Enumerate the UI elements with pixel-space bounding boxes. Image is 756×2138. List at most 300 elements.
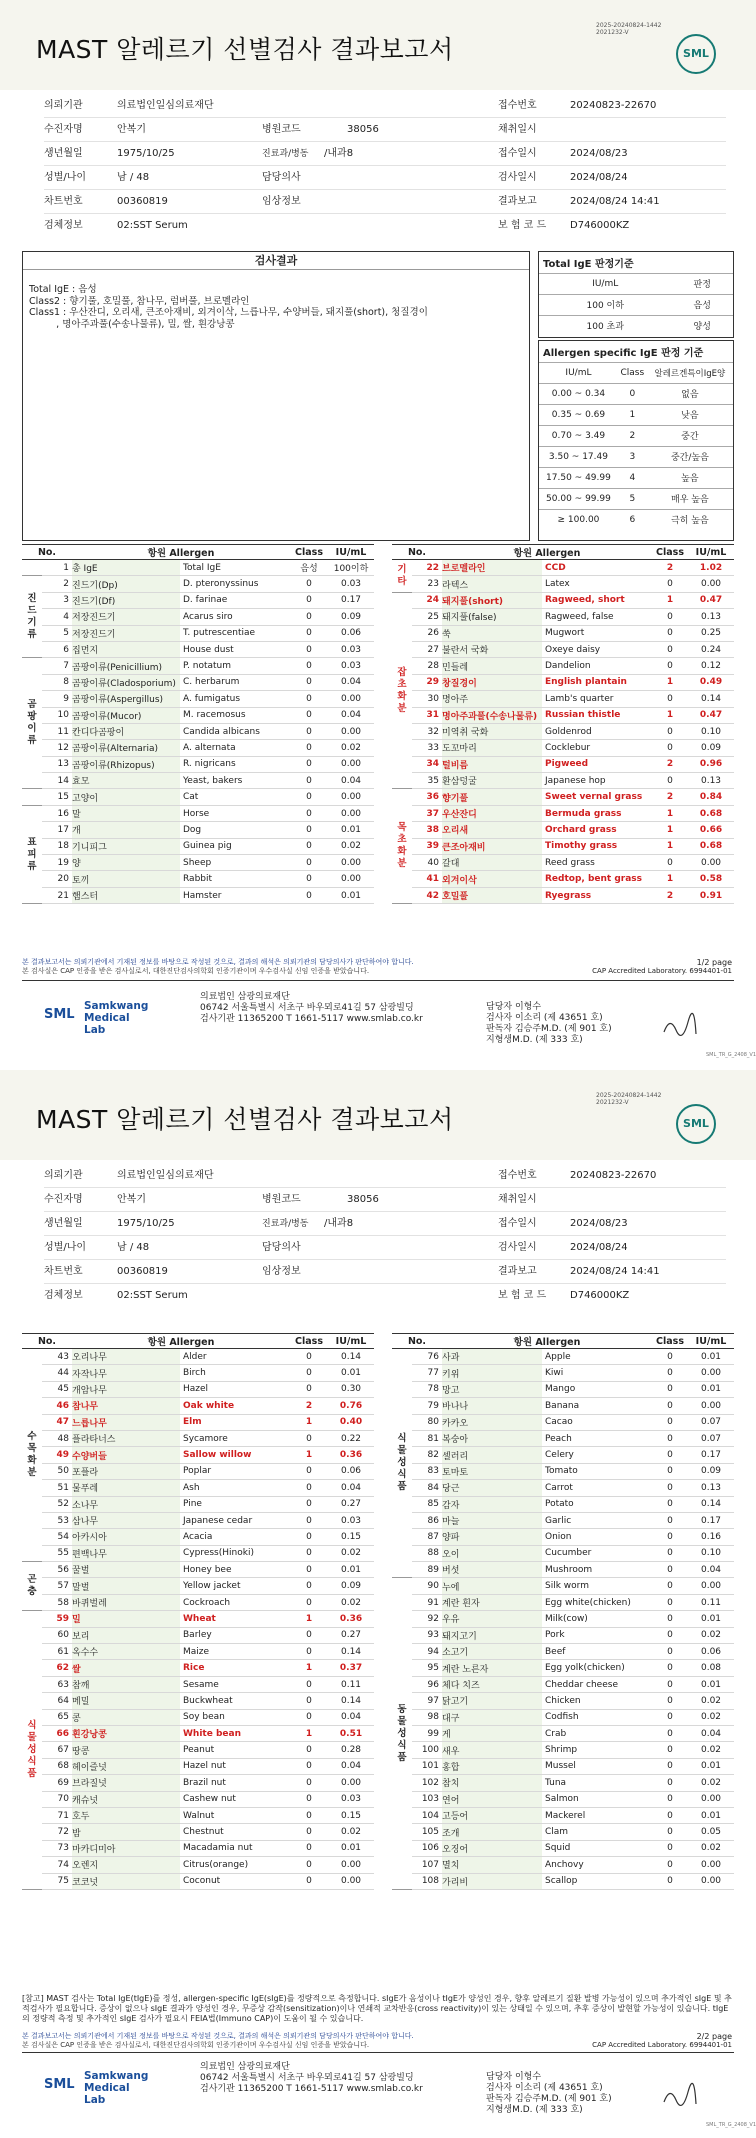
allergen-class: 0	[290, 887, 328, 903]
logo-line: Medical Lab	[84, 2082, 130, 2106]
allergen-korean: 포플라	[72, 1463, 180, 1479]
allergen-korean: 대구	[442, 1709, 542, 1725]
label: 차트번호	[44, 1266, 83, 1277]
table-row	[392, 740, 734, 756]
row-number: 96	[412, 1676, 442, 1692]
footer-signatures	[486, 1002, 612, 1046]
group-label: 곤 충	[22, 1562, 42, 1611]
label: 접수일시	[498, 1218, 537, 1229]
table-row	[22, 1430, 374, 1446]
allergen-class: 0	[290, 576, 328, 592]
patient-info	[0, 100, 756, 250]
criteria-cell: 3.50 ~ 17.49	[539, 446, 618, 467]
allergen-iu: 0.11	[688, 1594, 734, 1610]
allergen-english: Silk worm	[542, 1578, 652, 1594]
row-number: 3	[42, 592, 72, 608]
allergen-iu: 0.02	[688, 1840, 734, 1856]
allergen-class: 0	[652, 1660, 688, 1676]
allergen-class: 0	[290, 1365, 328, 1381]
sml-mark-icon: SML	[44, 2077, 75, 2092]
header-allergen: 항원 Allergen	[442, 545, 652, 560]
allergen-korean: 환삼덩굴	[442, 773, 542, 789]
row-number: 83	[412, 1463, 442, 1479]
insurance-value: D746000KZ	[570, 220, 630, 231]
allergen-korean: 저장진드기	[72, 609, 180, 625]
table-row	[392, 805, 734, 821]
row-number: 75	[42, 1873, 72, 1889]
criteria-head: IU/mL	[539, 362, 618, 383]
allergen-english: Sesame	[180, 1676, 290, 1692]
footer-logo	[44, 2067, 154, 2106]
footer-divider	[22, 980, 734, 981]
allergen-korean: 개	[72, 822, 180, 838]
table-row	[392, 1594, 734, 1610]
allergen-english: Japanese hop	[542, 773, 652, 789]
allergen-class: 0	[290, 1709, 328, 1725]
table-row	[22, 838, 374, 854]
sign-line: 지형생M.D. (제 333 호)	[486, 1035, 583, 1045]
table-row	[392, 1758, 734, 1774]
allergen-korean: 복숭아	[442, 1430, 542, 1446]
table-row	[392, 1414, 734, 1430]
criteria-cell: 없음	[647, 383, 733, 404]
row-number: 55	[42, 1545, 72, 1561]
table-row	[392, 1824, 734, 1840]
divider	[44, 165, 726, 166]
table-row	[392, 1430, 734, 1446]
allergen-english: A. alternata	[180, 740, 290, 756]
allergen-english: Brazil nut	[180, 1775, 290, 1791]
row-number: 33	[412, 740, 442, 756]
allergen-class: 0	[652, 641, 688, 657]
allergen-english: Latex	[542, 576, 652, 592]
allergen-korean: 아카시아	[72, 1529, 180, 1545]
allergen-korean: 오이	[442, 1545, 542, 1561]
table-row	[22, 1529, 374, 1545]
table-row	[22, 1562, 374, 1578]
table-row	[392, 1676, 734, 1692]
row-number: 39	[412, 838, 442, 854]
allergen-class: 0	[290, 625, 328, 641]
allergen-class: 0	[652, 658, 688, 674]
allergen-iu: 0.02	[688, 1693, 734, 1709]
allergen-class: 0	[652, 1840, 688, 1856]
page-number	[592, 2032, 732, 2050]
row-number: 72	[42, 1824, 72, 1840]
label: 의뢰기관	[44, 100, 83, 111]
table-row	[392, 887, 734, 903]
row-number: 30	[412, 691, 442, 707]
allergen-class: 0	[652, 1791, 688, 1807]
allergen-english: Cat	[180, 789, 290, 805]
label: 수진자명	[44, 124, 83, 135]
allergen-table-right	[392, 544, 734, 904]
sign-line: 담당자 이형수	[486, 1002, 542, 1012]
allergen-iu: 0.22	[328, 1430, 374, 1446]
allergen-english: Celery	[542, 1447, 652, 1463]
allergen-iu: 0.02	[688, 1709, 734, 1725]
allergen-english: Birch	[180, 1365, 290, 1381]
table-row	[22, 560, 374, 576]
document-id	[596, 22, 661, 36]
allergen-korean: 햄스터	[72, 887, 180, 903]
allergen-korean: 라텍스	[442, 576, 542, 592]
allergen-iu: 0.00	[328, 723, 374, 739]
cap-label: CAP Accredited Laboratory. 6994401-01	[592, 2041, 732, 2049]
row-number: 101	[412, 1758, 442, 1774]
doc-code: 2021232-V	[596, 1099, 629, 1106]
allergen-english: Oak white	[180, 1398, 290, 1414]
table-row	[22, 1611, 374, 1627]
row-number: 26	[412, 625, 442, 641]
allergen-korean: 우산잔디	[442, 805, 542, 821]
document-id	[596, 1092, 661, 1106]
allergen-class: 1	[652, 871, 688, 887]
allergen-english: Acarus siro	[180, 609, 290, 625]
header-iu: IU/mL	[688, 1334, 734, 1349]
allergen-english: Carrot	[542, 1480, 652, 1496]
reference-note: [참고] MAST 검사는 Total IgE(tIgE)를 정성, allergen-specific IgE(sIgE)를 정량적으로 측정합니다. sIgE가 음성이나 tIgE가 양성인 경우, 향후 알레르기 질환 발병 가능성이 있으며 추가적인 sIgE 및 추적검사가 필요합니다. 증상이 없으나 sIgE 결과가 양성인 경우, 무증상 감작(sensitization)이나 연쇄적 교차반응(cross reactivity)이 있는 상태일 수 있으며, 추후 증상이 발현할 가능성이 있습니다. tIgE의 정량적 측정 및 추가적인 sIgE 검사가 필요시 FEIA법(Immuno CAP)이 도움이 될 수 있습니다.	[22, 1994, 732, 2023]
row-number: 42	[412, 887, 442, 903]
allergen-class: 0	[652, 1676, 688, 1692]
allergen-english: Russian thistle	[542, 707, 652, 723]
table-row	[22, 1381, 374, 1397]
hospcode-value: 38056	[347, 124, 379, 135]
row-number: 79	[412, 1398, 442, 1414]
result-box	[22, 251, 530, 541]
group-label	[22, 560, 42, 576]
row-number: 27	[412, 641, 442, 657]
allergen-korean: 진드기(Df)	[72, 592, 180, 608]
notice	[22, 958, 414, 976]
label: 검사일시	[498, 1242, 537, 1253]
table-row	[392, 1660, 734, 1676]
logo-name	[84, 1000, 154, 1036]
allergen-english: Cucumber	[542, 1545, 652, 1561]
allergen-class: 1	[652, 822, 688, 838]
allergen-korean: 양파	[442, 1529, 542, 1545]
allergen-iu: 0.04	[688, 1562, 734, 1578]
row-number: 97	[412, 1693, 442, 1709]
table-row	[392, 691, 734, 707]
allergen-iu: 0.03	[328, 641, 374, 657]
row-number: 19	[42, 855, 72, 871]
criteria-cell: 1	[618, 404, 647, 425]
allergen-korean: 닭고기	[442, 1693, 542, 1709]
allergen-korean: 양	[72, 855, 180, 871]
row-number: 45	[42, 1381, 72, 1397]
table-row	[392, 1398, 734, 1414]
allergen-korean: 창질경이	[442, 674, 542, 690]
table-row	[22, 1512, 374, 1528]
criteria-cell: 6	[629, 514, 636, 525]
allergen-iu: 0.49	[688, 674, 734, 690]
table-row	[22, 576, 374, 592]
sexage-value: 남 / 48	[117, 1242, 150, 1253]
allergen-class: 0	[652, 1480, 688, 1496]
allergen-iu: 0.01	[688, 1381, 734, 1397]
allergen-iu: 0.13	[688, 773, 734, 789]
allergen-english: Lamb's quarter	[542, 691, 652, 707]
logo-line: Samkwang	[84, 1000, 149, 1012]
criteria-cell: 17.50 ~ 49.99	[539, 467, 618, 488]
allergen-english: T. putrescentiae	[180, 625, 290, 641]
criteria-title: Total IgE 판정기준	[539, 252, 733, 273]
allergen-korean: 체다 치즈	[442, 1676, 542, 1692]
allergen-class: 0	[652, 1381, 688, 1397]
notice-line: 본 검사실은 CAP 인증을 받은 검사실로서, 대한진단검사의학회 인증기관이며 우수검사실 신임 인증을 받았습니다.	[22, 2041, 370, 2049]
allergen-english: Tuna	[542, 1775, 652, 1791]
row-number: 6	[42, 641, 72, 657]
allergen-class: 0	[290, 1349, 328, 1365]
chart-value: 00360819	[117, 1266, 168, 1277]
allergen-english: Cockroach	[180, 1594, 290, 1610]
criteria-head: 알레르겐특이IgE양	[647, 362, 733, 383]
receipt-value: 20240823-22670	[570, 100, 657, 111]
allergen-korean: 기니피그	[72, 838, 180, 854]
group-label: 표 피 류	[22, 805, 42, 903]
table-row	[392, 1775, 734, 1791]
header-class: Class	[290, 1334, 328, 1349]
allergen-iu: 0.00	[328, 871, 374, 887]
table-row	[22, 1857, 374, 1873]
row-number: 70	[42, 1791, 72, 1807]
allergen-english: Redtop, bent grass	[542, 871, 652, 887]
table-row	[22, 625, 374, 641]
allergen-class: 음성	[290, 560, 328, 576]
label: 보 험 코 드	[498, 1290, 547, 1301]
table-row	[22, 707, 374, 723]
allergen-iu: 0.00	[328, 855, 374, 871]
row-number: 7	[42, 658, 72, 674]
allergen-iu: 0.02	[328, 740, 374, 756]
allergen-english: Ragweed, false	[542, 609, 652, 625]
table-row	[22, 723, 374, 739]
report-title: MAST 알레르기 선별검사 결과보고서	[36, 1105, 454, 1134]
allergen-class: 0	[290, 658, 328, 674]
row-number: 71	[42, 1807, 72, 1823]
allergen-class: 0	[290, 1496, 328, 1512]
label: 채취일시	[498, 124, 537, 135]
allergen-class: 0	[290, 1676, 328, 1692]
table-row	[392, 1725, 734, 1741]
allergen-class: 1	[652, 592, 688, 608]
table-row	[392, 641, 734, 657]
allergen-english: Cacao	[542, 1414, 652, 1430]
specimen-value: 02:SST Serum	[117, 1290, 188, 1301]
allergen-class: 0	[652, 1857, 688, 1873]
allergen-iu: 0.01	[328, 1365, 374, 1381]
row-number: 77	[412, 1365, 442, 1381]
group-label: 동 물 성 식 품	[392, 1578, 412, 1889]
allergen-korean: 명아주과풀(수송나물류)	[442, 707, 542, 723]
allergen-iu: 0.14	[328, 1349, 374, 1365]
allergen-korean: 브로멜라인	[442, 560, 542, 576]
allergen-korean: 곰팡이류(Mucor)	[72, 707, 180, 723]
allergen-korean: 오징어	[442, 1840, 542, 1856]
allergen-class: 1	[652, 805, 688, 821]
row-number: 103	[412, 1791, 442, 1807]
allergen-english: Mussel	[542, 1758, 652, 1774]
allergen-class: 0	[652, 1463, 688, 1479]
row-number: 41	[412, 871, 442, 887]
allergen-class: 1	[290, 1611, 328, 1627]
allergen-korean: 홍합	[442, 1758, 542, 1774]
allergen-class: 0	[290, 805, 328, 821]
table-row	[22, 1660, 374, 1676]
criteria-cell: 50.00 ~ 99.99	[539, 488, 618, 509]
allergen-class: 0	[652, 1430, 688, 1446]
table-row	[22, 1578, 374, 1594]
allergen-table-left	[22, 544, 374, 904]
allergen-english: Orchard grass	[542, 822, 652, 838]
allergen-korean: 쑥	[442, 625, 542, 641]
allergen-class: 0	[290, 1775, 328, 1791]
allergen-iu: 0.14	[328, 1693, 374, 1709]
allergen-english: Salmon	[542, 1791, 652, 1807]
row-number: 53	[42, 1512, 72, 1528]
allergen-korean: 연어	[442, 1791, 542, 1807]
allergen-class: 0	[652, 1742, 688, 1758]
allergen-korean: 바퀴벌레	[72, 1594, 180, 1610]
label: 성별/나이	[44, 172, 87, 183]
table-row	[392, 1496, 734, 1512]
allergen-korean: 수양버들	[72, 1447, 180, 1463]
allergen-class: 0	[290, 1857, 328, 1873]
allergen-english: Candida albicans	[180, 723, 290, 739]
row-number: 14	[42, 773, 72, 789]
allergen-korean: 오리새	[442, 822, 542, 838]
allergen-english: Shrimp	[542, 1742, 652, 1758]
row-number: 105	[412, 1824, 442, 1840]
allergen-english: Horse	[180, 805, 290, 821]
logo-name	[84, 2070, 154, 2106]
sign-line: 검사자 이소리 (제 43651 호)	[486, 1013, 603, 1023]
label: 담당의사	[262, 1242, 301, 1253]
allergen-english: Codfish	[542, 1709, 652, 1725]
allergen-english: Dog	[180, 822, 290, 838]
row-number: 98	[412, 1709, 442, 1725]
allergen-iu: 0.58	[688, 871, 734, 887]
allergen-class: 0	[290, 1578, 328, 1594]
allergen-class: 0	[290, 1381, 328, 1397]
cap-label: CAP Accredited Laboratory. 6994401-01	[592, 967, 732, 975]
allergen-korean: 조개	[442, 1824, 542, 1840]
row-number: 84	[412, 1480, 442, 1496]
allergen-english: A. fumigatus	[180, 691, 290, 707]
label: 수진자명	[44, 1194, 83, 1205]
allergen-class: 0	[652, 609, 688, 625]
row-number: 20	[42, 871, 72, 887]
header-allergen: 항원 Allergen	[442, 1334, 652, 1349]
row-number: 56	[42, 1562, 72, 1578]
table-row	[392, 723, 734, 739]
allergen-iu: 0.37	[328, 1660, 374, 1676]
allergen-class: 2	[652, 756, 688, 772]
footer-address	[200, 2062, 423, 2095]
allergen-english: Rice	[180, 1660, 290, 1676]
divider	[44, 117, 726, 118]
allergen-english: Chicken	[542, 1693, 652, 1709]
allergen-english: Cashew nut	[180, 1791, 290, 1807]
allergen-iu: 0.02	[328, 1824, 374, 1840]
allergen-iu: 0.02	[328, 1545, 374, 1561]
allergen-english: Dandelion	[542, 658, 652, 674]
table-row	[392, 822, 734, 838]
row-number: 106	[412, 1840, 442, 1856]
row-number: 91	[412, 1594, 442, 1610]
allergen-iu: 0.04	[328, 707, 374, 723]
allergen-iu: 0.36	[328, 1611, 374, 1627]
allergen-english: Pigweed	[542, 756, 652, 772]
receipt-value: 20240823-22670	[570, 1170, 657, 1181]
allergen-class: 0	[290, 592, 328, 608]
allergen-iu: 0.03	[328, 1791, 374, 1807]
testdate-value: 2024/08/24	[570, 1242, 628, 1253]
allergen-iu: 0.12	[688, 658, 734, 674]
sml-logo: SML	[676, 34, 716, 74]
notice-line: 본 결과보고서는 의뢰기관에서 기재된 정보를 바탕으로 작성된 것으로, 결과의 해석은 의뢰기관의 담당의사가 판단하여야 합니다.	[22, 2032, 414, 2040]
table-row	[22, 871, 374, 887]
allergen-english: Sweet vernal grass	[542, 789, 652, 805]
table-row	[22, 1414, 374, 1430]
allergen-korean: 개암나무	[72, 1381, 180, 1397]
allergen-iu: 0.01	[688, 1807, 734, 1823]
footer-divider	[22, 2052, 734, 2053]
table-row	[392, 1709, 734, 1725]
allergen-english: Banana	[542, 1398, 652, 1414]
divider	[44, 1259, 726, 1260]
allergen-korean: 쌀	[72, 1660, 180, 1676]
divider	[44, 189, 726, 190]
allergen-class: 0	[652, 1365, 688, 1381]
allergen-iu: 0.27	[328, 1627, 374, 1643]
header-class: Class	[652, 1334, 688, 1349]
allergen-iu: 0.01	[688, 1349, 734, 1365]
allergen-class: 1	[290, 1660, 328, 1676]
allergen-korean: 마카디미아	[72, 1840, 180, 1856]
table-row	[392, 625, 734, 641]
divider	[44, 1235, 726, 1236]
allergen-english: Chestnut	[180, 1824, 290, 1840]
table-row	[22, 773, 374, 789]
allergen-class: 0	[290, 838, 328, 854]
row-number: 23	[412, 576, 442, 592]
allergen-class: 0	[290, 855, 328, 871]
label: 임상정보	[262, 196, 301, 207]
row-number: 68	[42, 1758, 72, 1774]
allergen-iu: 0.40	[328, 1414, 374, 1430]
allergen-english: Wheat	[180, 1611, 290, 1627]
label: 차트번호	[44, 196, 83, 207]
label: 결과보고	[498, 196, 537, 207]
table-row	[392, 1693, 734, 1709]
allergen-korean: 코코넛	[72, 1873, 180, 1889]
allergen-class: 0	[652, 1758, 688, 1774]
label: 담당의사	[262, 172, 301, 183]
table-row	[392, 1627, 734, 1643]
allergen-korean: 미역취 국화	[442, 723, 542, 739]
allergen-korean: 키위	[442, 1365, 542, 1381]
allergen-iu: 0.01	[328, 822, 374, 838]
allergen-english: C. herbarum	[180, 674, 290, 690]
allergen-korean: 말	[72, 805, 180, 821]
allergen-korean: 돼지풀(short)	[442, 592, 542, 608]
allergen-korean: 돼지풀(false)	[442, 609, 542, 625]
row-number: 102	[412, 1775, 442, 1791]
sign-line: 지형생M.D. (제 333 호)	[486, 2105, 583, 2115]
allergen-iu: 1.02	[688, 560, 734, 576]
